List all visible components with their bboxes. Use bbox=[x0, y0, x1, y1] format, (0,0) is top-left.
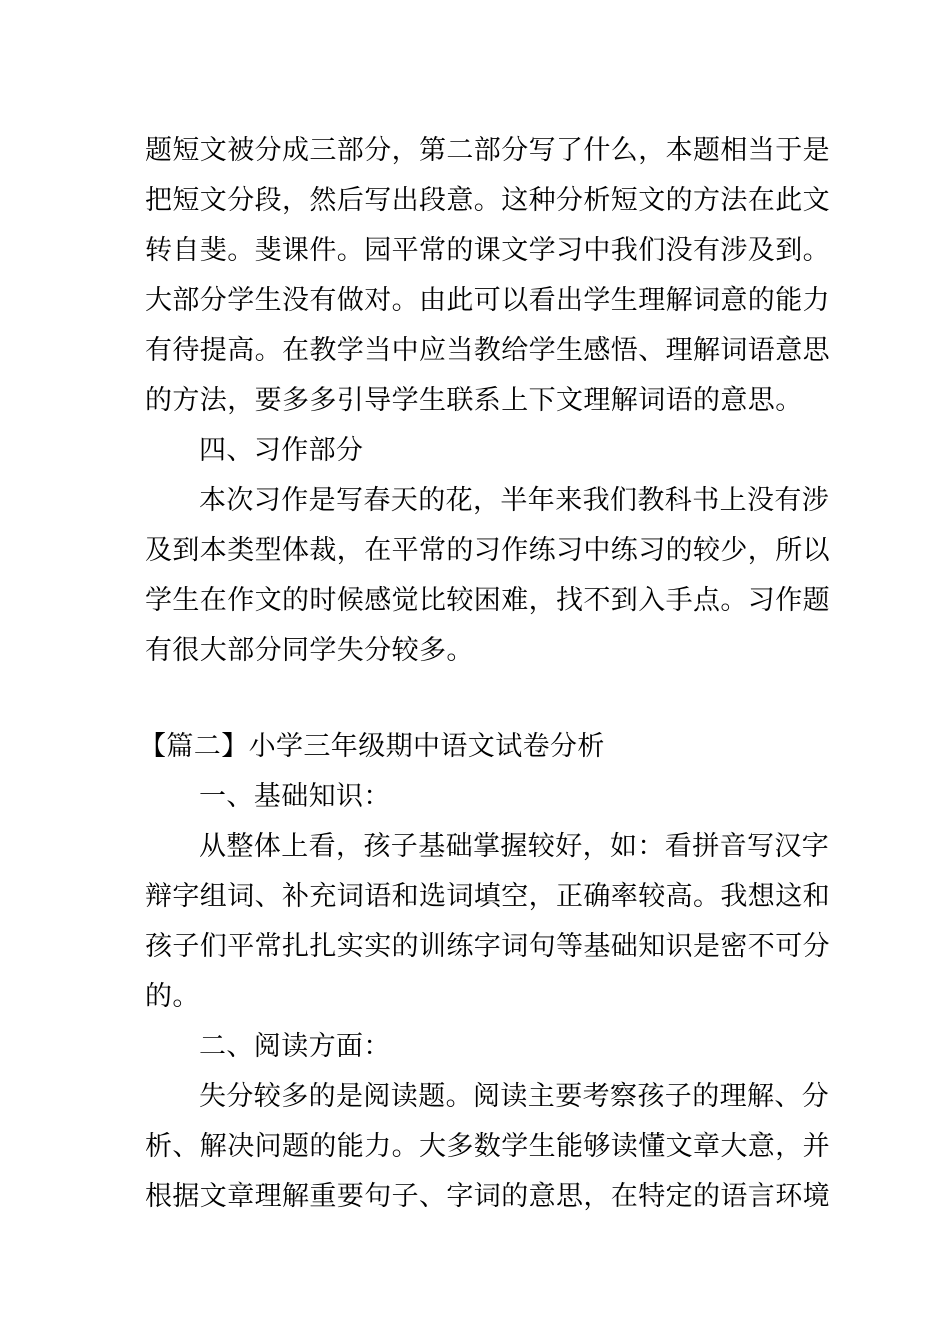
text-line: 的。 bbox=[145, 981, 200, 1012]
text-line: 把短文分段，然后写出段意。这种分析短文的方法在此文 bbox=[145, 185, 830, 216]
section-heading-reading bbox=[145, 1022, 805, 1072]
section-spacer bbox=[145, 676, 805, 722]
text-line: 孩子们平常扎扎实实的训练字词句等基础知识是密不可分 bbox=[145, 931, 830, 962]
text-line: 的方法，要多多引导学生联系上下文理解词语的意思。 bbox=[145, 385, 803, 416]
text-line: 有很大部分同学失分较多。 bbox=[145, 635, 474, 666]
text-line: 学生在作文的时候感觉比较困难，找不到入手点。习作题 bbox=[145, 585, 830, 616]
text-line: 转自斐。斐课件。园平常的课文学习中我们没有涉及到。 bbox=[145, 235, 830, 266]
paragraph-analysis-continued bbox=[145, 126, 830, 426]
heading-text: 四、习作部分 bbox=[199, 435, 364, 466]
text-line: 失分较多的是阅读题。阅读主要考察孩子的理解、分 bbox=[199, 1081, 830, 1112]
section-title bbox=[139, 722, 805, 772]
section-title-text: 【篇二】小学三年级期中语文试卷分析 bbox=[139, 731, 605, 762]
heading-text: 二、阅读方面： bbox=[199, 1031, 391, 1062]
text-line: 及到本类型体裁，在平常的习作练习中练习的较少，所以 bbox=[145, 535, 830, 566]
document-body bbox=[139, 126, 830, 1222]
heading-text: 一、基础知识： bbox=[199, 781, 391, 812]
text-line: 有待提高。在教学当中应当教给学生感悟、理解词语意思 bbox=[145, 335, 830, 366]
text-line: 根据文章理解重要句子、字词的意思，在特定的语言环境 bbox=[145, 1181, 830, 1212]
section-heading-writing bbox=[145, 426, 805, 476]
text-line: 题短文被分成三部分，第二部分写了什么，本题相当于是 bbox=[145, 135, 830, 166]
text-line: 析、解决问题的能力。大多数学生能够读懂文章大意，并 bbox=[145, 1131, 830, 1162]
text-line: 本次习作是写春天的花，半年来我们教科书上没有涉 bbox=[199, 485, 830, 516]
text-line: 辩字组词、补充词语和选词填空，正确率较高。我想这和 bbox=[145, 881, 830, 912]
paragraph-basics bbox=[145, 822, 830, 1022]
paragraph-reading bbox=[145, 1072, 830, 1222]
paragraph-writing bbox=[145, 476, 830, 676]
section-heading-basics bbox=[145, 772, 805, 822]
text-line: 大部分学生没有做对。由此可以看出学生理解词意的能力 bbox=[145, 285, 830, 316]
text-line: 从整体上看，孩子基础掌握较好，如：看拼音写汉字 bbox=[199, 831, 830, 862]
